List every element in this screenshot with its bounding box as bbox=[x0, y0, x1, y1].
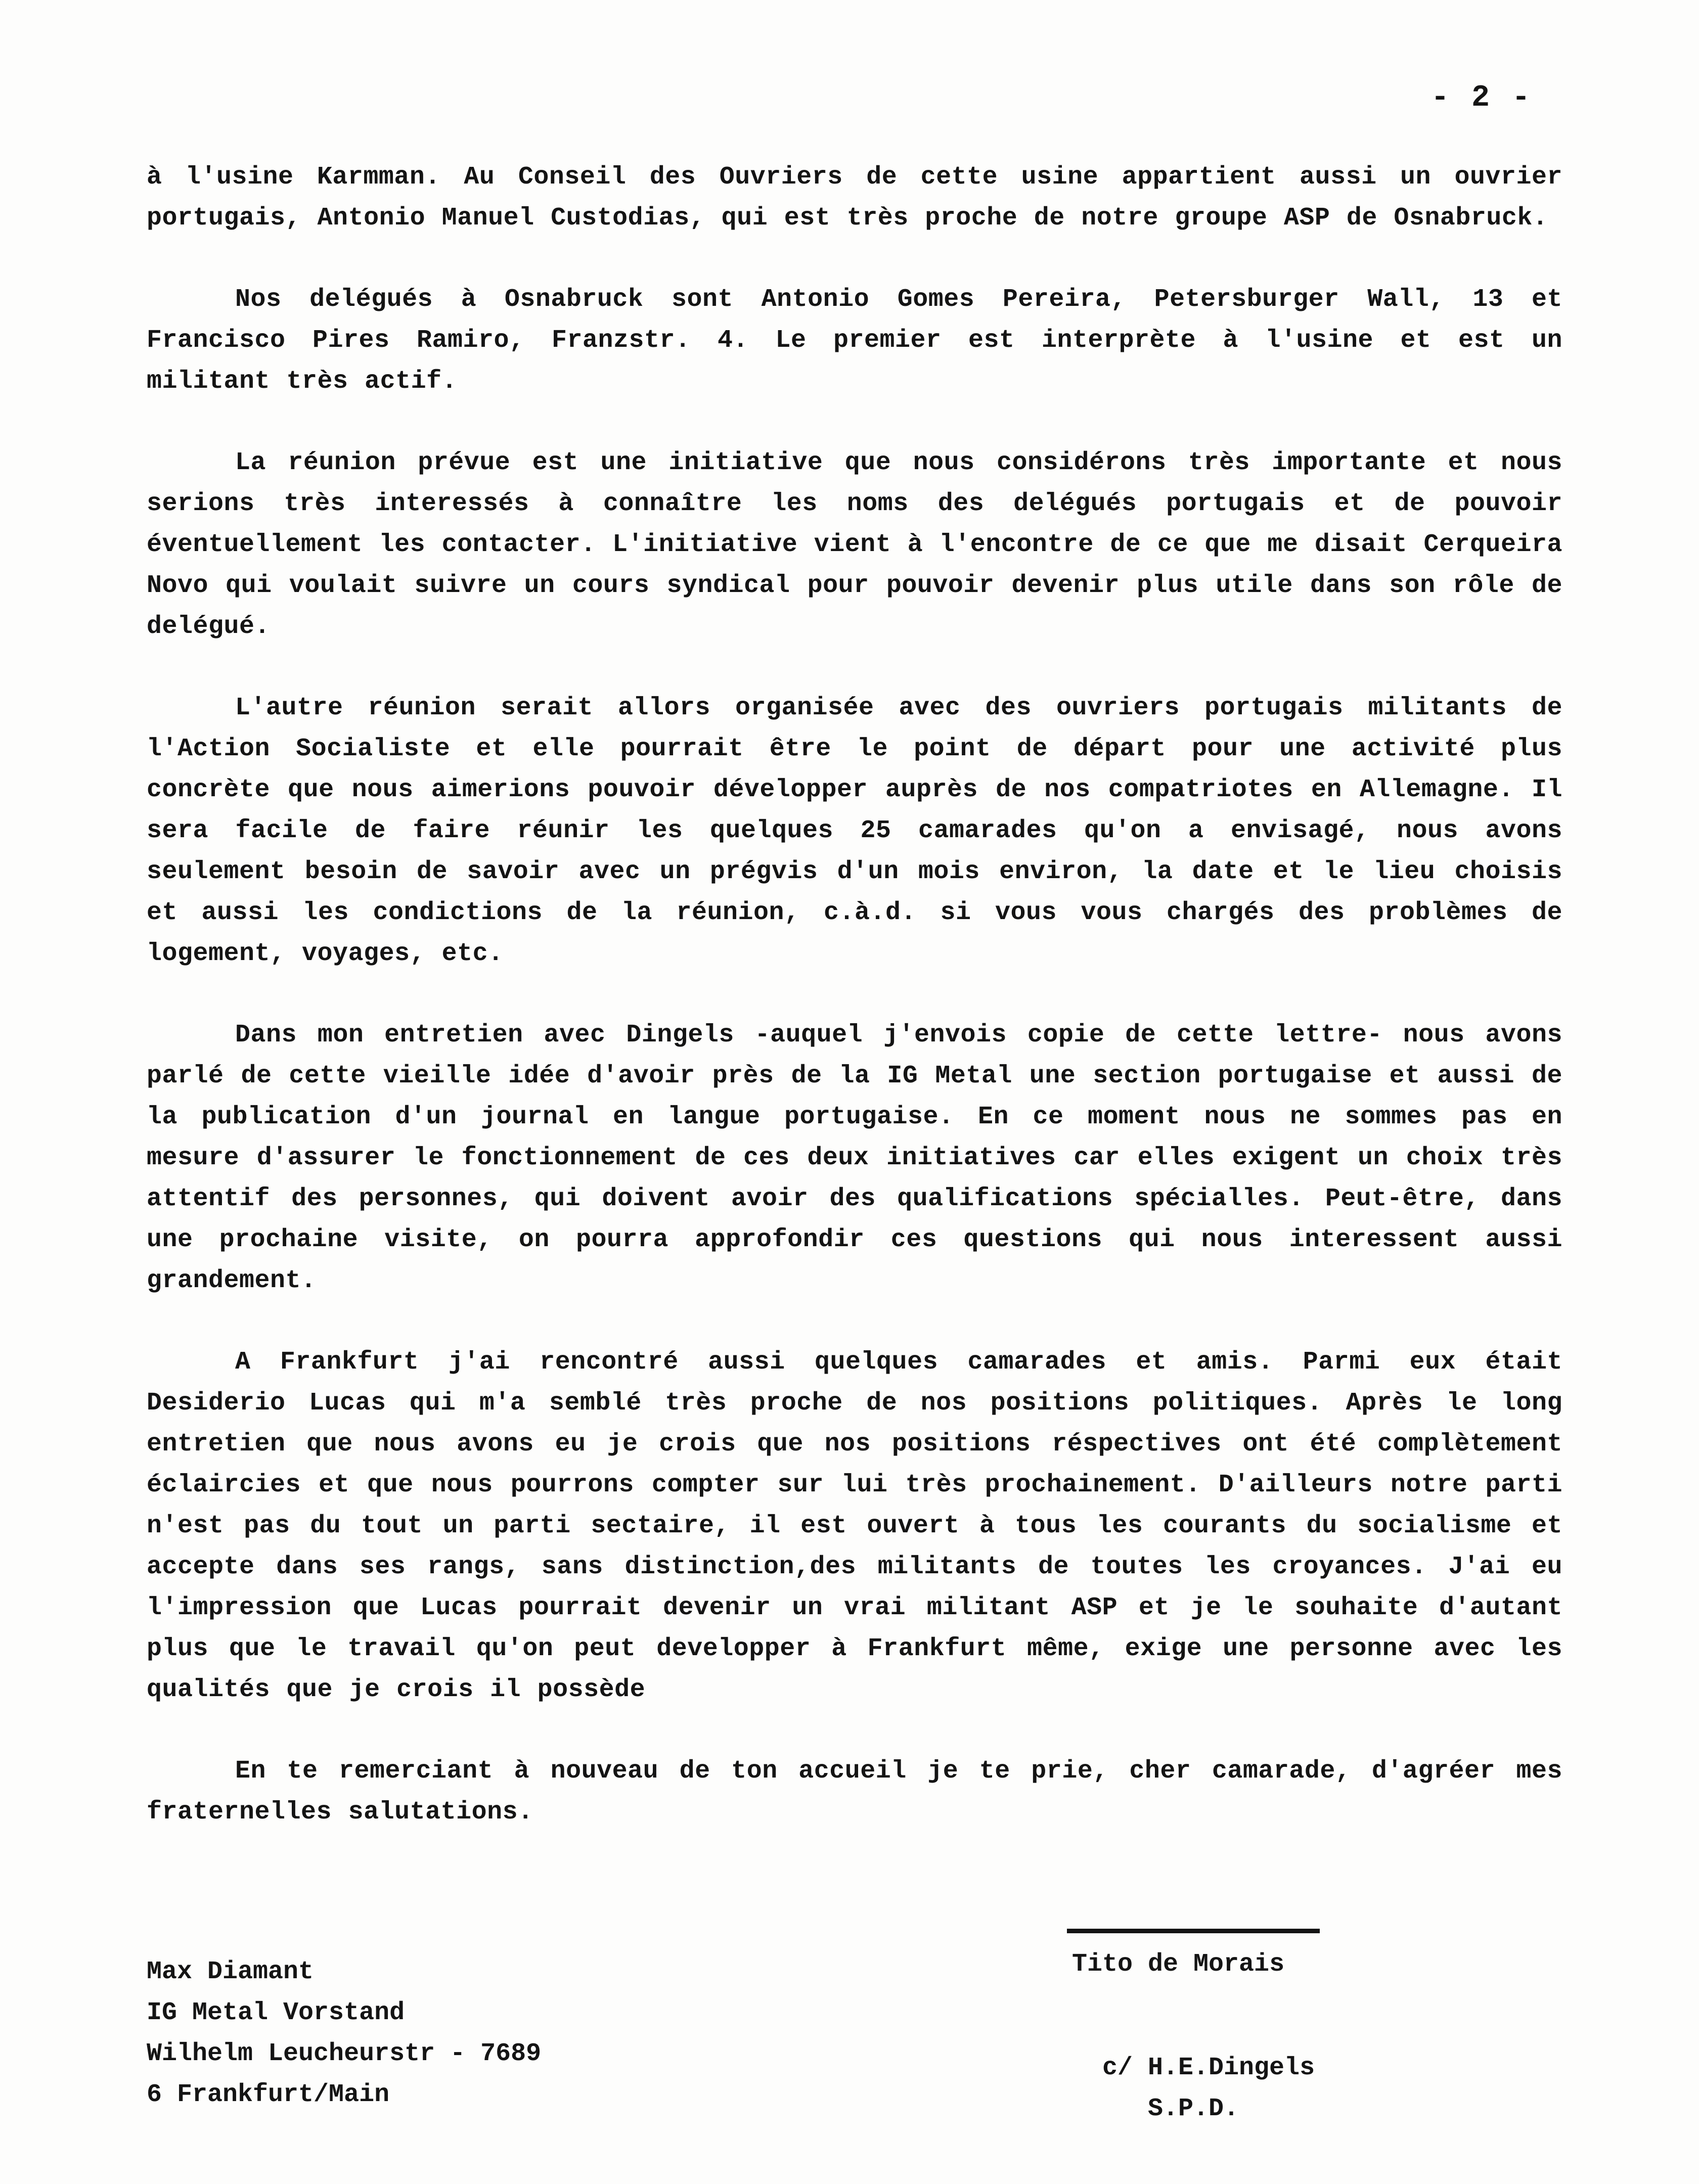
paragraph-7: En te remerciant à nouveau de ton accueil je te prie, cher camarade, d'agréer mes fraternelles salutations. bbox=[147, 1757, 1562, 1827]
letter-body bbox=[147, 157, 1562, 1873]
signature-rule bbox=[1067, 1929, 1320, 1933]
copy-to-block bbox=[1102, 2048, 1315, 2129]
addressee-name: Max Diamant bbox=[147, 1958, 314, 1986]
paragraph-6: A Frankfurt j'ai rencontré aussi quelques camarades et amis. Parmi eux était Desiderio Lucas qui m'a semblé très proche de nos positions politiques. Après le long entretien que nous avons eu je crois que nos positions réspectives ont été complètement éclaircies et que nous pourrons compter sur lui très prochainement. D'ailleurs notre parti n'est pas du tout un parti sectaire, il est ouvert à tous les courants du socialisme et accepte dans ses rangs, sans distinction,des militants de toutes les croyances. J'ai eu l'impression que Lucas pourrait devenir un vrai militant ASP et je le souhaite d'autant plus que le travail qu'on peut developper à Frankfurt même, exige une personne avec les qualités que je crois il possède bbox=[147, 1348, 1562, 1704]
paragraph-5: Dans mon entretien avec Dingels -auquel j'envois copie de cette lettre- nous avons parlé de cette vieille idée d'avoir près de la IG Metal une section portugaise et aussi de la publication d'un journal en langue portugaise. En ce moment nous ne sommes pas en mesure d'assurer le fonctionnement de ces deux initiatives car elles exigent un choix très attentif des personnes, qui doivent avoir des qualifications spécialles. Peut-être, dans une prochaine visite, on pourra approfondir ces questions qui nous interessent aussi grandement. bbox=[147, 1021, 1562, 1295]
addressee-block bbox=[147, 1951, 541, 2115]
addressee-org: IG Metal Vorstand bbox=[147, 1998, 405, 2027]
page-number: - 2 - bbox=[1430, 81, 1532, 115]
paragraph-2: Nos delégués à Osnabruck sont Antonio Gomes Pereira, Petersburger Wall, 13 et Francisco Pires Ramiro, Franzstr. 4. Le premier est interprète à l'usine et est un militant très actif. bbox=[147, 285, 1562, 396]
addressee-street: Wilhelm Leucheurstr - 7689 bbox=[147, 2039, 542, 2068]
signature-name: Tito de Morais bbox=[1072, 1950, 1285, 1979]
addressee-city: 6 Frankfurt/Main bbox=[147, 2080, 390, 2109]
paragraph-4: L'autre réunion serait allors organisée avec des ouvriers portugais militants de l'Action Socialiste et elle pourrait être le point de départ pour une activité plus concrète que nous aimerions pouvoir développer auprès de nos compatriotes en Allemagne. Il sera facile de faire réunir les quelques 25 camarades qu'on a envisagé, nous avons seulement besoin de savoir avec un prégvis d'un mois environ, la date et le lieu choisis et aussi les condictions de la réunion, c.à.d. si vous vous chargés des problèmes de logement, voyages, etc. bbox=[147, 694, 1562, 968]
copy-to-party: S.P.D. bbox=[1148, 2095, 1239, 2123]
copy-to-line: c/ H.E.Dingels bbox=[1102, 2054, 1315, 2082]
paragraph-3: La réunion prévue est une initiative que nous considérons très importante et nous serions très interessés à connaître les noms des delégués portugais et de pouvoir éventuellement les contacter. L'initiative vient à l'encontre de ce que me disait Cerqueira Novo qui voulait suivre un cours syndical pour pouvoir devenir plus utile dans son rôle de delégué. bbox=[147, 448, 1562, 641]
paragraph-1: à l'usine Karmman. Au Conseil des Ouvriers de cette usine appartient aussi un ouvrier portugais, Antonio Manuel Custodias, qui est très proche de notre groupe ASP de Osnabruck. bbox=[147, 163, 1562, 233]
